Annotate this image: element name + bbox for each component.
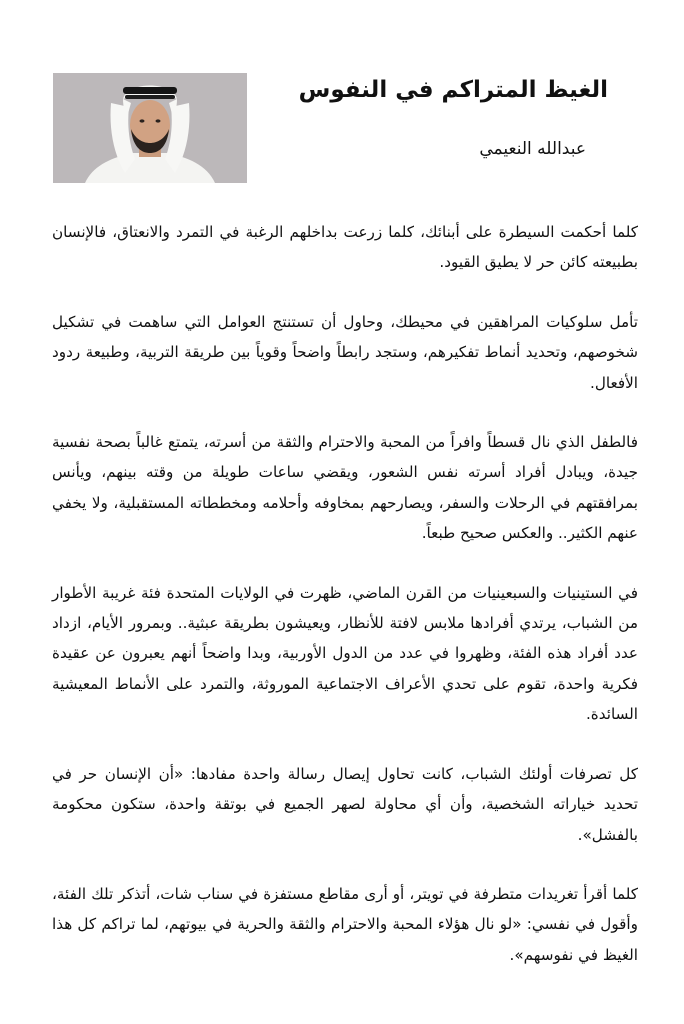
author-photo xyxy=(53,73,247,183)
paragraph: في الستينيات والسبعينيات من القرن الماضي، ظهرت في الولايات المتحدة فئة غريبة الأطوار من الشباب، يرتدي أفرادها ملابس لافتة للأنظار، ويعيشون بطريقة عبثية.. وبمرور الأيام، ازداد عدد أفراد هذه الفئة، وظهروا في عدد من الدول الأوربية، وبدا واضحاً أنهم يعبرون عن عقيدة فكرية واحدة، تقوم على تحدي الأعراف الاجتماعية الموروثة، والتمرد على الأنماط المعيشية السائدة. xyxy=(52,583,638,724)
paragraph: كلما أقرأ تغريدات متطرفة في تويتر، أو أرى مقاطع مستفزة في سناب شات، أتذكر تلك الفئة، وأقول في نفسي: «لو نال هؤلاء المحبة والاحترام والثقة والحرية في بيوتهم، لما تراكم كل هذا الغيظ في نفوسهم». xyxy=(52,884,638,964)
article-header xyxy=(0,0,684,200)
article-body xyxy=(52,217,638,999)
paragraph: فالطفل الذي نال قسطاً وافراً من المحبة والاحترام والثقة من أسرته، يتمتع غالباً بصحة نفسية جيدة، ويبادل أفراد أسرته نفس الشعور، ويقضي ساعات طويلة من وقته بينهم، ويأنس بمرافقتهم في الرحلات والسفر، ويصارحهم بمخاوفه وأحلامه ومخططاته المستقبلية، ولا يخفي عنهم الكثير.. والعكس صحيح طبعاً. xyxy=(52,433,638,543)
author-name: عبدالله النعيمي xyxy=(479,139,586,159)
paragraph: كلما أحكمت السيطرة على أبنائك، كلما زرعت بداخلهم الرغبة في التمرد والانعتاق، فالإنسان بطبيعته كائن حر لا يطيق القيود. xyxy=(52,223,638,272)
paragraph: كل تصرفات أولئك الشباب، كانت تحاول إيصال رسالة واحدة مفادها: «أن الإنسان حر في تحديد خياراته الشخصية، وأن أي محاولة لصهر الجميع في بوتقة واحدة، ستكون محكومة بالفشل». xyxy=(52,764,638,844)
article-title: الغيظ المتراكم في النفوس xyxy=(298,77,608,103)
author-portrait-image xyxy=(53,73,247,183)
paragraph: تأمل سلوكيات المراهقين في محيطك، وحاول أن تستنتج العوامل التي ساهمت في تشكيل شخوصهم، وتحديد أنماط تفكيرهم، وستجد رابطاً واضحاً وقوياً بين طريقة التربية، وطبيعة ردود الأفعال. xyxy=(52,312,638,392)
